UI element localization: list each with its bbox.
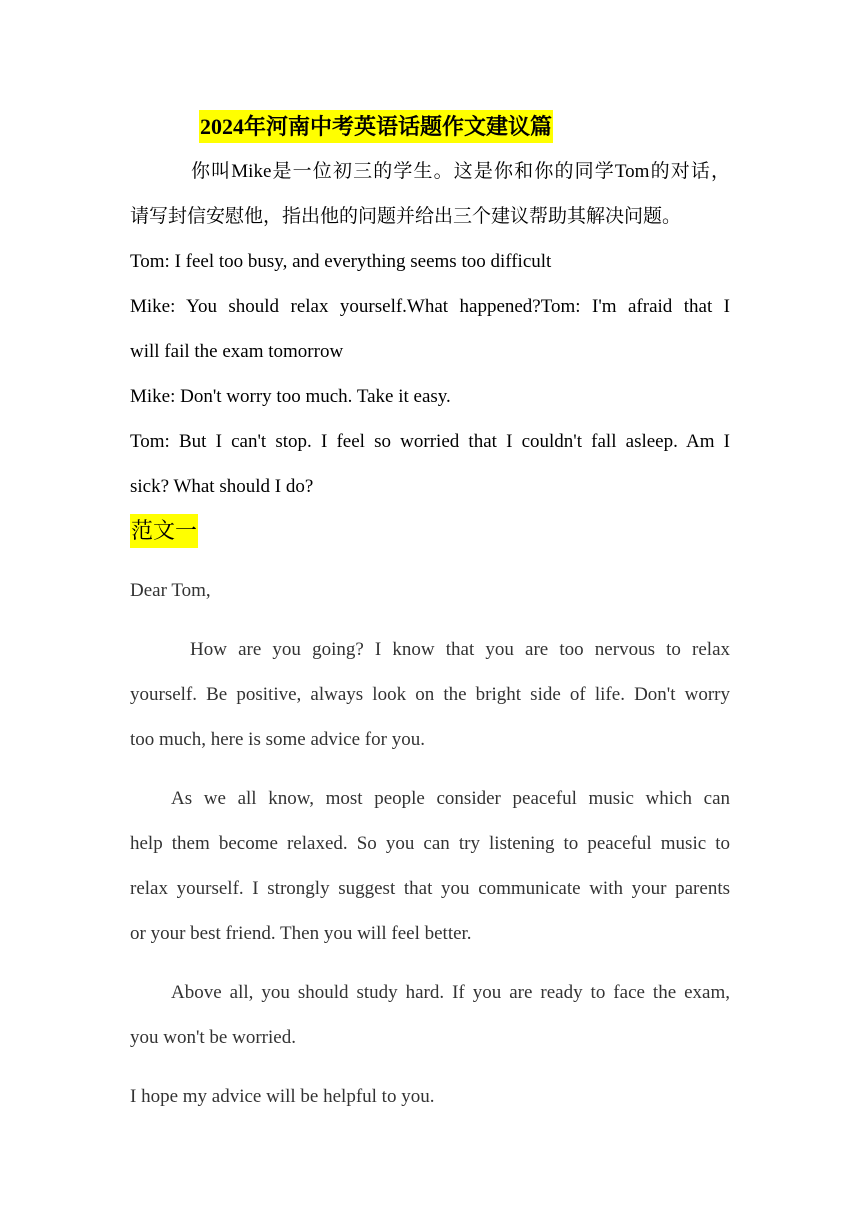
dialogue-line-5: Tom: But I can't stop. I feel so worried that I couldn't fall asleep. Am I [130, 431, 730, 452]
essay-paragraph-3-line-1: Above all, you should study hard. If you are ready to face the exam, [171, 982, 730, 1003]
dialogue-line-2: Mike: You should relax yourself.What happened?Tom: I'm afraid that I [130, 296, 730, 317]
dialogue-line-4: Mike: Don't worry too much. Take it easy. [130, 386, 451, 407]
page-title: 2024年河南中考英语话题作文建议篇 [199, 110, 553, 143]
essay-closing: I hope my advice will be helpful to you. [130, 1086, 435, 1107]
essay-paragraph-1-line-1: How are you going? I know that you are too nervous to relax [190, 639, 730, 660]
essay-paragraph-1-line-3: too much, here is some advice for you. [130, 729, 425, 750]
essay-paragraph-3-line-2: you won't be worried. [130, 1027, 296, 1048]
essay-paragraph-2-line-1: As we all know, most people consider peaceful music which can [171, 788, 730, 809]
essay-salutation: Dear Tom, [130, 580, 211, 601]
prompt-line-2: 请写封信安慰他，指出他的问题并给出三个建议帮助其解决问题。 [130, 206, 682, 227]
essay-paragraph-2-line-3: relax yourself. I strongly suggest that you communicate with your parents [130, 878, 730, 899]
dialogue-line-3: will fail the exam tomorrow [130, 341, 344, 362]
prompt-line-1: 你叫Mike是一位初三的学生。这是你和你的同学Tom的对话， [191, 161, 730, 182]
dialogue-line-1: Tom: I feel too busy, and everything seems too difficult [130, 251, 552, 272]
essay-paragraph-1-line-2: yourself. Be positive, always look on the bright side of life. Don't worry [130, 684, 730, 705]
sample-heading: 范文一 [130, 514, 198, 548]
dialogue-line-6: sick? What should I do? [130, 476, 314, 497]
essay-paragraph-2-line-2: help them become relaxed. So you can try listening to peaceful music to [130, 833, 730, 854]
essay-paragraph-2-line-4: or your best friend. Then you will feel better. [130, 923, 472, 944]
